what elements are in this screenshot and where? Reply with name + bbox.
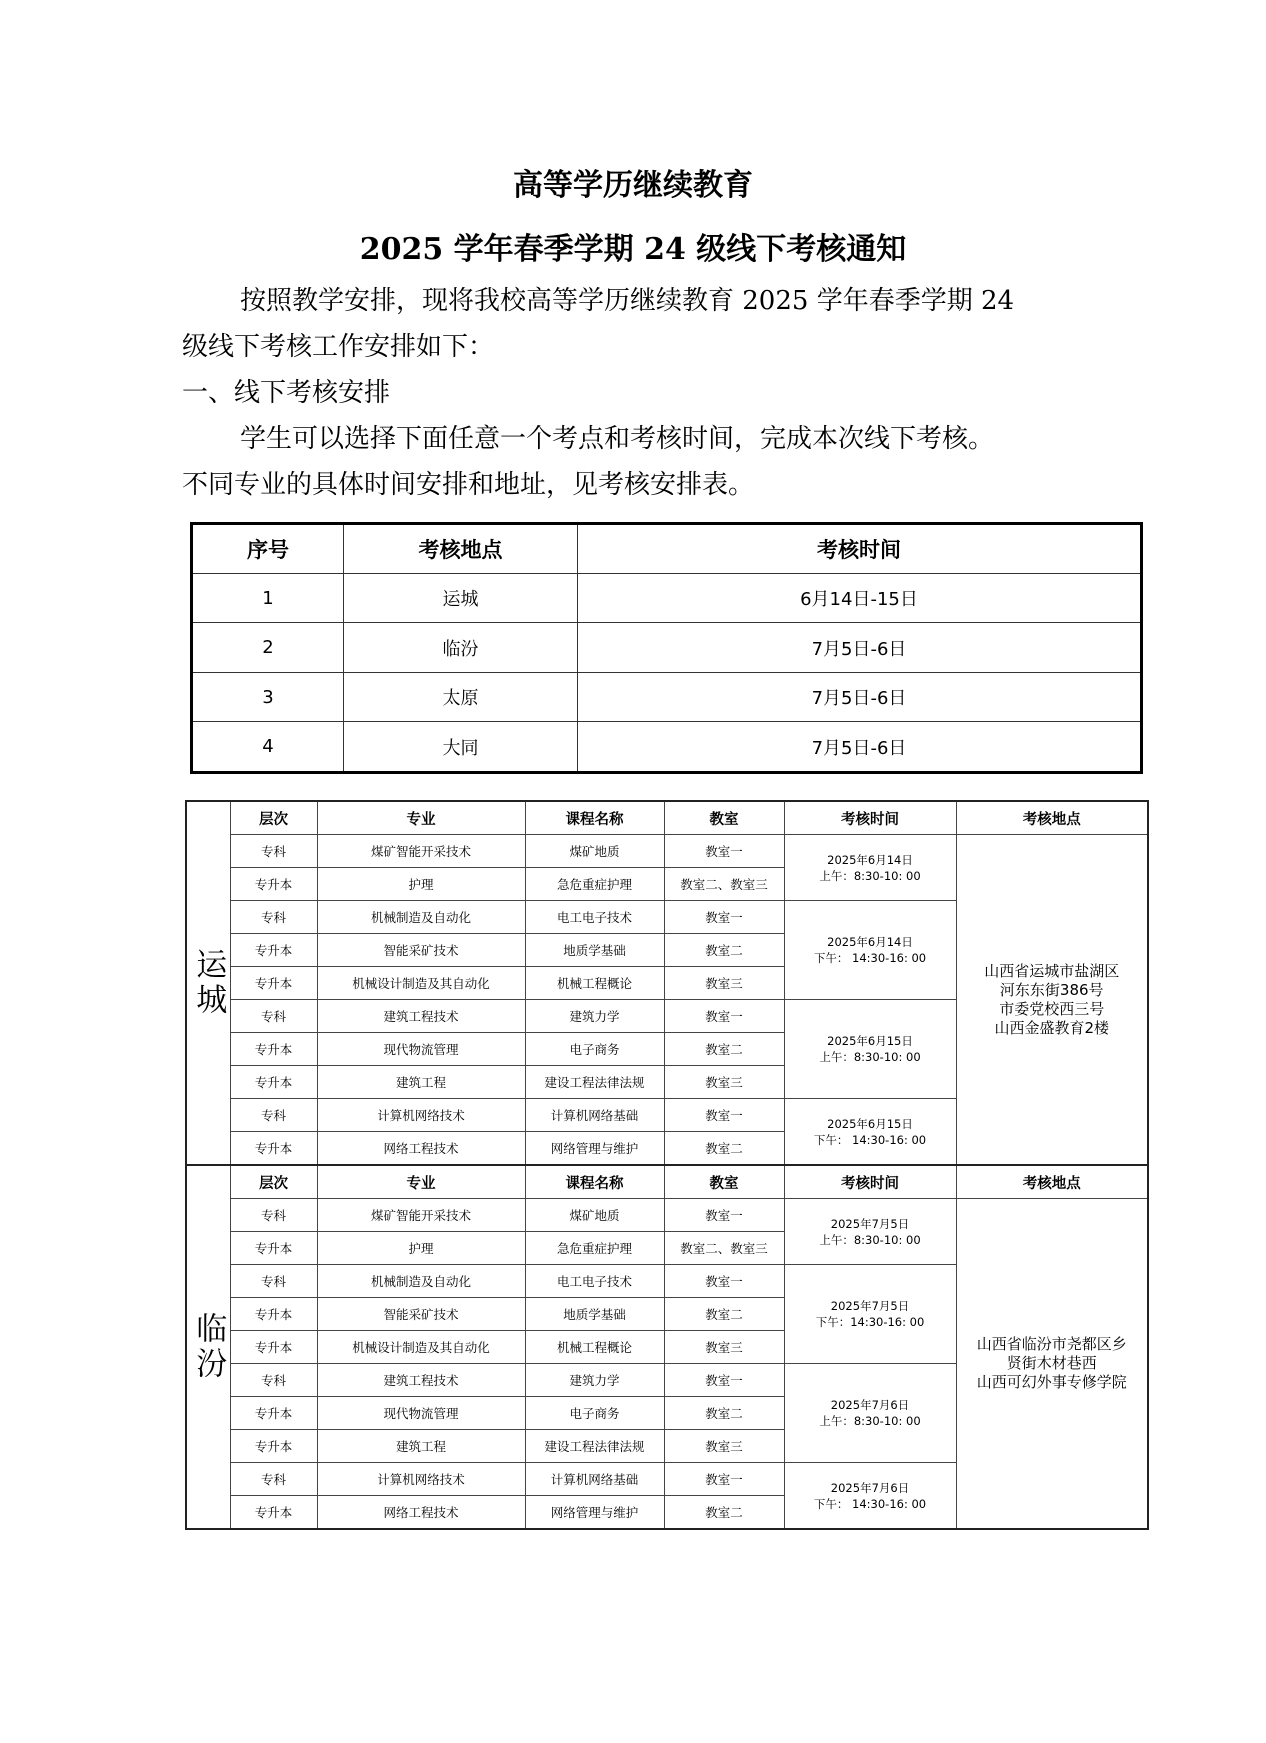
- cell-level: 专科: [230, 1364, 317, 1397]
- summary-cell-index: 2: [192, 623, 344, 672]
- cell-course: 煤矿地质: [525, 835, 664, 868]
- cell-major: 煤矿智能开采技术: [317, 1199, 525, 1232]
- cell-level: 专升本: [230, 934, 317, 967]
- yuncheng-schedule-table: [185, 800, 1149, 1166]
- cell-level: 专升本: [230, 1496, 317, 1530]
- cell-major: 智能采矿技术: [317, 1298, 525, 1331]
- title-line-1: 高等学历继续教育: [513, 168, 753, 203]
- cell-room: 教室一: [664, 1364, 784, 1397]
- cell-major: 建筑工程技术: [317, 1364, 525, 1397]
- cell-level: 专升本: [230, 868, 317, 901]
- table-row: [186, 835, 1148, 868]
- summary-header-index: 序号: [192, 524, 344, 574]
- cell-major: 护理: [317, 1232, 525, 1265]
- exam-slot: 下午： 14:30-16: 00: [813, 1132, 927, 1147]
- cell-room: 教室一: [664, 901, 784, 934]
- address-line: 贤街木材巷西: [1006, 1354, 1097, 1372]
- cell-major: 护理: [317, 868, 525, 901]
- cell-room: 教室二、教室三: [664, 1232, 784, 1265]
- header-major: 专业: [317, 1165, 525, 1199]
- cell-room: 教室二: [664, 1496, 784, 1530]
- cell-course: 机械工程概论: [525, 967, 664, 1000]
- exam-slot: 上午：8:30-10: 00: [819, 1414, 921, 1428]
- address-line: 市委党校西三号: [999, 999, 1105, 1018]
- cell-major: 建筑工程: [317, 1430, 525, 1463]
- table-row: [192, 623, 1142, 672]
- header-course: 课程名称: [525, 801, 664, 835]
- cell-level: 专科: [230, 1000, 317, 1033]
- exam-slot: 下午：14:30-16: 00: [815, 1315, 925, 1329]
- cell-level: 专科: [230, 1463, 317, 1496]
- summary-header-row: [192, 524, 1142, 574]
- cell-level: 专科: [230, 835, 317, 868]
- cell-level: 专科: [230, 901, 317, 934]
- cell-level: 专升本: [230, 1331, 317, 1364]
- exam-date: 2025年6月15日: [827, 1116, 913, 1131]
- exam-time-cell: [784, 1099, 956, 1166]
- exam-time-cell: [784, 1199, 956, 1265]
- cell-room: 教室一: [664, 835, 784, 868]
- cell-course: 电工电子技术: [525, 901, 664, 934]
- address-line: 山西金盛教育2楼: [994, 1018, 1110, 1037]
- cell-room: 教室一: [664, 1000, 784, 1033]
- intro-line-1: 按照教学安排，现将我校高等学历继续教育 2025 学年春季学期 24: [240, 286, 1015, 316]
- address-line: 山西可幻外事专修学院: [976, 1373, 1127, 1391]
- address-line: 河东东街386号: [999, 980, 1104, 999]
- summary-cell-time: 7月5日-6日: [578, 672, 1142, 721]
- cell-course: 建筑力学: [525, 1000, 664, 1033]
- table-row: [192, 722, 1142, 773]
- exam-date: 2025年6月14日: [827, 935, 913, 949]
- cell-room: 教室二: [664, 1033, 784, 1066]
- header-room: 教室: [664, 801, 784, 835]
- exam-time-cell: [784, 835, 956, 901]
- instruction-paragraph: [182, 416, 1082, 508]
- cell-level: 专升本: [230, 1132, 317, 1166]
- cell-major: 网络工程技术: [317, 1496, 525, 1530]
- cell-room: 教室三: [664, 967, 784, 1000]
- cell-room: 教室三: [664, 1331, 784, 1364]
- detail-header-row: [186, 801, 1148, 835]
- exam-address: [956, 1199, 1148, 1530]
- summary-header-time: 考核时间: [578, 524, 1142, 574]
- cell-level: 专升本: [230, 967, 317, 1000]
- summary-cell-time: 6月14日-15日: [578, 574, 1142, 623]
- cell-level: 专升本: [230, 1066, 317, 1099]
- linfen-schedule-table: [185, 1164, 1149, 1530]
- table-row: [186, 1199, 1148, 1232]
- header-time: 考核时间: [784, 1165, 956, 1199]
- cell-course: 网络管理与维护: [525, 1132, 664, 1166]
- cell-major: 网络工程技术: [317, 1132, 525, 1166]
- title-line-2: 2025 学年春季学期 24 级线下考核通知: [359, 232, 907, 267]
- cell-level: 专科: [230, 1199, 317, 1232]
- cell-major: 机械制造及自动化: [317, 1265, 525, 1298]
- cell-level: 专科: [230, 1099, 317, 1132]
- summary-header-location: 考核地点: [344, 524, 578, 574]
- cell-room: 教室二: [664, 1298, 784, 1331]
- exam-slot: 上午：8:30-10: 00: [819, 1050, 921, 1064]
- cell-room: 教室一: [664, 1463, 784, 1496]
- summary-table: [190, 522, 1143, 774]
- header-room: 教室: [664, 1165, 784, 1199]
- cell-major: 煤矿智能开采技术: [317, 835, 525, 868]
- cell-room: 教室二、教室三: [664, 868, 784, 901]
- exam-slot: 上午：8:30-10: 00: [819, 868, 921, 883]
- cell-course: 地质学基础: [525, 934, 664, 967]
- table-row: [192, 672, 1142, 721]
- header-level: 层次: [230, 801, 317, 835]
- instruction-line-2: 不同专业的具体时间安排和地址，见考核安排表。: [182, 470, 755, 500]
- cell-major: 机械设计制造及其自动化: [317, 1331, 525, 1364]
- cell-level: 专升本: [230, 1232, 317, 1265]
- cell-major: 计算机网络技术: [317, 1463, 525, 1496]
- cell-course: 建设工程法律法规: [525, 1066, 664, 1099]
- cell-major: 建筑工程技术: [317, 1000, 525, 1033]
- exam-slot: 下午： 14:30-16: 00: [813, 951, 927, 965]
- cell-major: 现代物流管理: [317, 1033, 525, 1066]
- instruction-line-1: 学生可以选择下面任意一个考点和考核时间，完成本次线下考核。: [240, 424, 995, 454]
- city-label: 临汾: [186, 1165, 230, 1529]
- intro-line-2: 级线下考核工作安排如下：: [182, 332, 495, 362]
- cell-level: 专升本: [230, 1430, 317, 1463]
- summary-cell-time: 7月5日-6日: [578, 722, 1142, 773]
- exam-time-cell: [784, 901, 956, 1000]
- address-line: 山西省临汾市尧都区乡: [976, 1335, 1127, 1353]
- exam-time-cell: [784, 1463, 956, 1530]
- summary-cell-location: 大同: [344, 722, 578, 773]
- exam-date: 2025年7月6日: [830, 1480, 910, 1495]
- cell-major: 建筑工程: [317, 1066, 525, 1099]
- cell-course: 建设工程法律法规: [525, 1430, 664, 1463]
- exam-date: 2025年6月14日: [827, 852, 913, 867]
- summary-cell-time: 7月5日-6日: [578, 623, 1142, 672]
- header-time: 考核时间: [784, 801, 956, 835]
- summary-cell-location: 太原: [344, 672, 578, 721]
- cell-course: 煤矿地质: [525, 1199, 664, 1232]
- cell-course: 电子商务: [525, 1033, 664, 1066]
- header-place: 考核地点: [956, 1165, 1148, 1199]
- cell-room: 教室一: [664, 1265, 784, 1298]
- cell-level: 专升本: [230, 1298, 317, 1331]
- cell-course: 计算机网络基础: [525, 1099, 664, 1132]
- cell-major: 计算机网络技术: [317, 1099, 525, 1132]
- cell-room: 教室三: [664, 1430, 784, 1463]
- header-major: 专业: [317, 801, 525, 835]
- cell-course: 地质学基础: [525, 1298, 664, 1331]
- exam-date: 2025年7月5日: [830, 1216, 910, 1231]
- exam-slot: 上午：8:30-10: 00: [819, 1232, 921, 1247]
- header-course: 课程名称: [525, 1165, 664, 1199]
- cell-major: 智能采矿技术: [317, 934, 525, 967]
- cell-room: 教室一: [664, 1099, 784, 1132]
- exam-time-cell: [784, 1265, 956, 1364]
- summary-cell-location: 临汾: [344, 623, 578, 672]
- cell-room: 教室三: [664, 1066, 784, 1099]
- cell-major: 机械制造及自动化: [317, 901, 525, 934]
- cell-course: 急危重症护理: [525, 868, 664, 901]
- cell-course: 电子商务: [525, 1397, 664, 1430]
- exam-address: [956, 835, 1148, 1166]
- summary-cell-location: 运城: [344, 574, 578, 623]
- cell-room: 教室二: [664, 934, 784, 967]
- exam-date: 2025年7月6日: [830, 1398, 910, 1412]
- city-label: 运城: [186, 801, 230, 1165]
- cell-course: 计算机网络基础: [525, 1463, 664, 1496]
- cell-room: 教室二: [664, 1397, 784, 1430]
- summary-cell-index: 3: [192, 672, 344, 721]
- cell-course: 网络管理与维护: [525, 1496, 664, 1530]
- cell-major: 现代物流管理: [317, 1397, 525, 1430]
- header-place: 考核地点: [956, 801, 1148, 835]
- exam-date: 2025年7月5日: [830, 1299, 910, 1313]
- exam-time-cell: [784, 1364, 956, 1463]
- exam-date: 2025年6月15日: [827, 1034, 913, 1048]
- cell-level: 专升本: [230, 1397, 317, 1430]
- address-line: 山西省运城市盐湖区: [984, 961, 1120, 980]
- cell-major: 机械设计制造及其自动化: [317, 967, 525, 1000]
- cell-course: 急危重症护理: [525, 1232, 664, 1265]
- cell-course: 机械工程概论: [525, 1331, 664, 1364]
- cell-room: 教室二: [664, 1132, 784, 1166]
- detail-header-row: [186, 1165, 1148, 1199]
- exam-time-cell: [784, 1000, 956, 1099]
- cell-level: 专升本: [230, 1033, 317, 1066]
- exam-slot: 下午： 14:30-16: 00: [813, 1496, 927, 1511]
- cell-course: 电工电子技术: [525, 1265, 664, 1298]
- cell-course: 建筑力学: [525, 1364, 664, 1397]
- cell-level: 专科: [230, 1265, 317, 1298]
- table-row: [192, 574, 1142, 623]
- cell-room: 教室一: [664, 1199, 784, 1232]
- header-level: 层次: [230, 1165, 317, 1199]
- summary-cell-index: 4: [192, 722, 344, 773]
- summary-cell-index: 1: [192, 574, 344, 623]
- section-1-heading: 一、线下考核安排: [182, 378, 391, 408]
- intro-paragraph: [182, 278, 1082, 416]
